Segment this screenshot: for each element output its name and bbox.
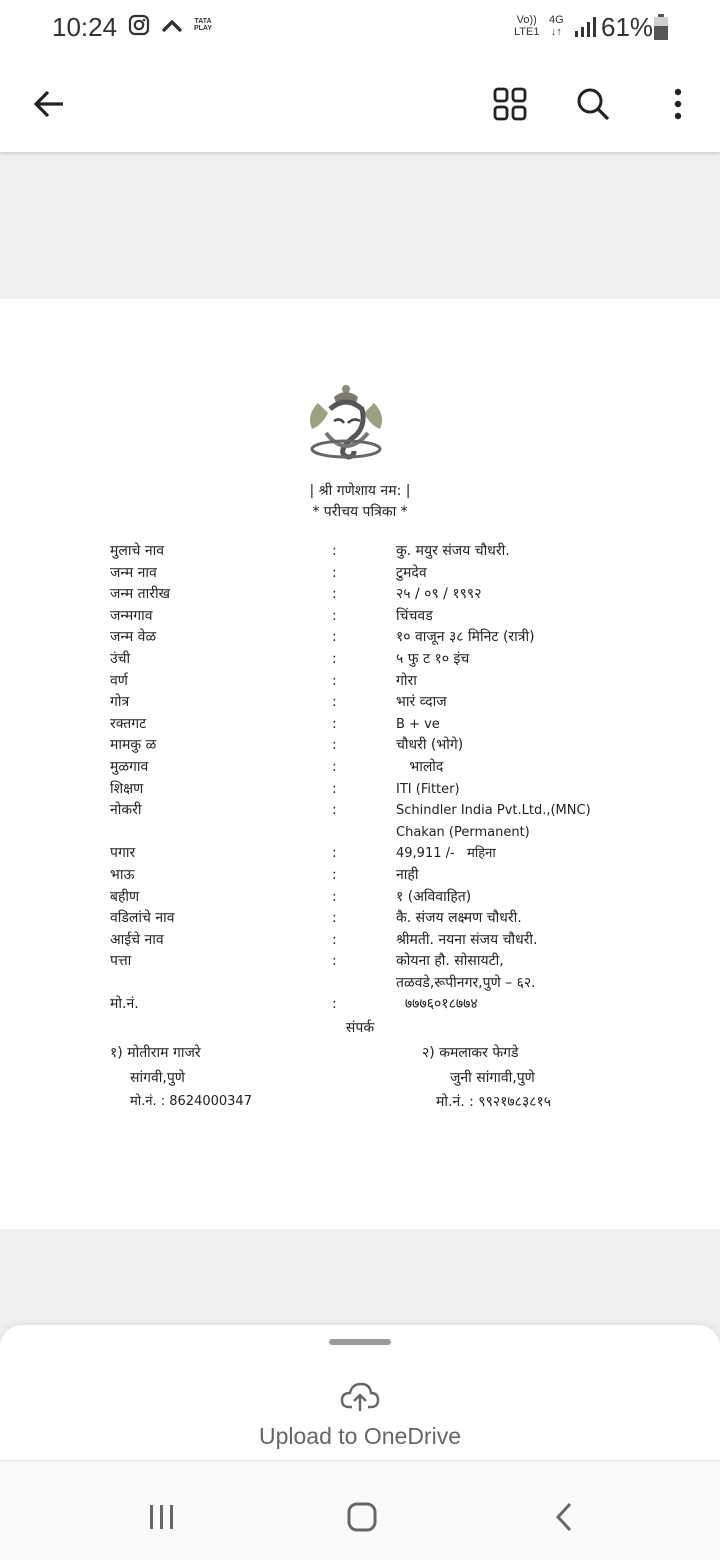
contact-block [422, 1041, 551, 1115]
battery-icon [654, 14, 668, 44]
biodata-row: जन्म वेळ : १० वाजून ३८ मिनिट (रात्री) [110, 629, 535, 646]
chevron-up-icon [160, 18, 184, 38]
biodata-table [110, 541, 630, 1016]
biodata-row: जन्म नाव : टुमदेव [110, 564, 427, 581]
biodata-row: नोकरी : Schindler India Pvt.Ltd.,(MNC) [110, 802, 591, 819]
biodata-row: शिक्षण : ITI (Fitter) [110, 780, 460, 797]
status-bar [0, 0, 720, 56]
contact-place: जुनी सांगावी,पुणे [450, 1069, 535, 1086]
contact-name: १) मोतीराम गाजरे [110, 1045, 201, 1061]
back-arrow-icon[interactable] [23, 78, 75, 130]
biodata-row: भाऊ : नाही [110, 866, 419, 883]
drag-handle[interactable] [329, 1339, 391, 1345]
contact-name: २) कमलाकर फेगडे [422, 1045, 519, 1061]
biodata-row: जन्मगाव : चिंचवड [110, 607, 433, 624]
biodata-row: वर्ण : गोरा [110, 672, 417, 689]
navigation-bar [0, 1460, 720, 1560]
network-type-indicator: 4G ↓↑ [549, 14, 564, 38]
more-vert-icon[interactable] [652, 78, 704, 130]
contact-phone: मो.नं. : 8624000347 [130, 1094, 252, 1109]
biodata-row: गोत्र : भारं व्दाज [110, 694, 447, 711]
instagram-icon [128, 14, 150, 40]
document-page[interactable] [0, 299, 720, 1229]
biodata-row: उंची : ५ फु ट १० इंच [110, 650, 470, 667]
bottom-sheet [0, 1325, 720, 1460]
document-title: * परीचय पत्रिका * [312, 504, 408, 520]
status-time: 10:24 [52, 12, 118, 42]
battery-percent: 61% [601, 12, 654, 42]
biodata-row: पगार : 49,911 /- महिना [110, 845, 496, 862]
biodata-row: मो.नं. : ७७७६०१८७७४ [110, 996, 478, 1013]
home-icon[interactable] [332, 1491, 392, 1543]
recents-icon[interactable] [132, 1491, 192, 1543]
contact-place: सांगवी,पुणे [130, 1069, 185, 1086]
contact-phone: मो.नं. : ९९२१७८३८१५ [436, 1094, 552, 1110]
contact-heading: संपर्क [345, 1020, 375, 1036]
biodata-row: रक्तगट : B + ve [110, 715, 440, 732]
biodata-row: तळवडे,रूपीनगर,पुणे – ६२. [396, 974, 536, 991]
tata-play-badge: TATA PLAY [193, 18, 213, 32]
biodata-row: वडिलांचे नाव : कै. संजय लक्ष्मण चौधरी. [110, 910, 522, 927]
contact-block [110, 1041, 252, 1115]
search-icon[interactable] [567, 78, 619, 130]
volte-indicator: Vo)) LTE1 [514, 14, 540, 38]
app-bar [0, 56, 720, 152]
biodata-row: पत्ता : कोयना हौ. सोसायटी, [110, 953, 504, 970]
cloud-upload-icon[interactable] [340, 1381, 380, 1417]
biodata-row: बहीण : १ (अविवाहित) [110, 888, 472, 905]
back-icon[interactable] [534, 1491, 594, 1543]
grid-view-icon[interactable] [484, 78, 536, 130]
biodata-row: Chakan (Permanent) [396, 824, 530, 840]
biodata-row: आईचे नाव : श्रीमती. नयना संजय चौधरी. [110, 931, 538, 948]
signal-icon [574, 16, 596, 42]
biodata-row: मुळगाव : भालोद [110, 758, 444, 775]
biodata-row: मामकु ळ : चौधरी (भोगे) [110, 737, 464, 754]
invocation-line: | श्री गणेशाय नम: | [309, 483, 411, 499]
biodata-row: जन्म तारीख : २५ / ०९ / १९९२ [110, 586, 482, 603]
biodata-row: मुलाचे नाव : कु. मयुर संजय चौधरी. [110, 543, 510, 559]
ganesha-logo [304, 381, 388, 469]
upload-onedrive-button[interactable]: Upload to OneDrive [259, 1423, 461, 1449]
